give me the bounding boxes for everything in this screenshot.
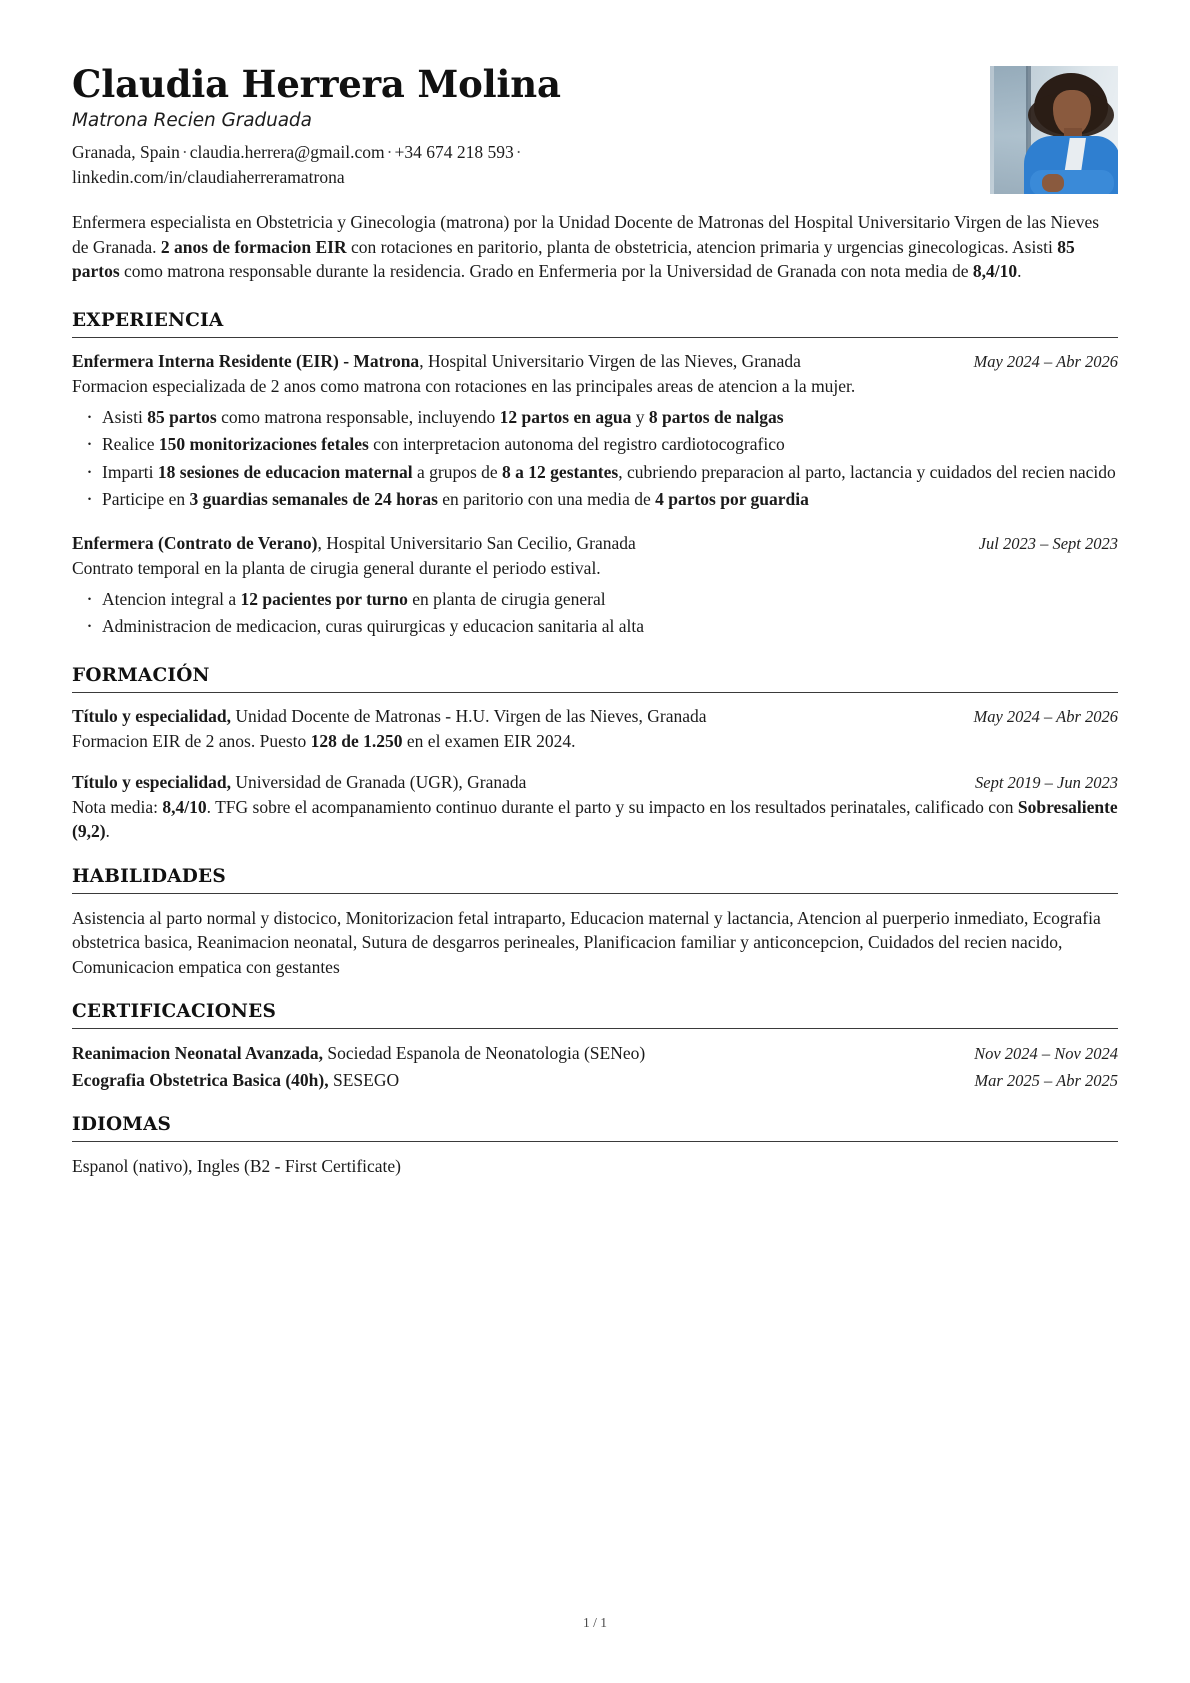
summary-highlight-3: 8,4/10 <box>972 261 1018 281</box>
section-idiomas <box>72 1114 1118 1179</box>
education-degree: Título y especialidad, <box>72 772 231 793</box>
experience-company: , Hospital Universitario San Cecilio, Granada <box>317 532 636 553</box>
education-desc-highlight: 8,4/10 <box>162 797 207 818</box>
languages-list: Espanol (nativo), Ingles (B2 - First Certificate) <box>72 1156 402 1177</box>
experience-entry <box>72 532 1118 639</box>
certification-name: Ecografia Obstetrica Basica (40h), <box>72 1070 329 1091</box>
bullet-text: Atencion integral a <box>102 588 241 609</box>
experience-entry-header <box>72 350 1118 373</box>
summary-highlight-2: 85 partos <box>72 236 1075 281</box>
resume-header <box>72 60 1118 194</box>
certification-date: Nov 2024 – Nov 2024 <box>974 1044 1118 1064</box>
bullet-highlight: 150 monitorizaciones fetales <box>158 434 369 455</box>
bullet-highlight: 12 pacientes por turno <box>240 588 408 609</box>
education-date: May 2024 – Abr 2026 <box>973 706 1118 726</box>
bullet-text: Asisti <box>102 406 148 427</box>
certification-row <box>72 1041 1118 1065</box>
education-entry-header <box>72 771 1118 794</box>
bullet-highlight: 3 guardias semanales de 24 horas <box>189 489 438 510</box>
list-item <box>102 614 1118 639</box>
professional-title: Matrona Recien Graduada <box>72 110 312 132</box>
certification-name: Reanimacion Neonatal Avanzada, <box>72 1043 323 1064</box>
education-institution: Universidad de Granada (UGR), Granada <box>230 772 527 793</box>
certification-row <box>72 1068 1118 1092</box>
bullet-highlight: 8 a 12 gestantes <box>502 461 619 482</box>
certification-issuer: SESEGO <box>328 1070 400 1091</box>
experience-entry <box>72 350 1118 512</box>
experience-role: Enfermera Interna Residente (EIR) - Matrona <box>72 350 420 371</box>
section-heading-experiencia: EXPERIENCIA <box>72 310 1118 338</box>
bullet-highlight: 85 partos <box>147 406 217 427</box>
education-entry <box>72 771 1118 843</box>
education-desc-text: Nota media: <box>72 797 163 818</box>
experience-bullet-list <box>72 587 1118 639</box>
page-footer: 1 / 1 <box>582 1615 607 1630</box>
section-habilidades <box>72 866 1118 980</box>
education-entry-header <box>72 705 1118 728</box>
education-desc-highlight: Sobresaliente (9,2) <box>72 797 1118 842</box>
experience-bullet-list <box>72 405 1118 512</box>
bullet-text: Realice <box>102 434 159 455</box>
list-item <box>102 405 1118 430</box>
experience-title-line <box>72 350 959 373</box>
education-date: Sept 2019 – Jun 2023 <box>975 773 1118 793</box>
section-formacion <box>72 665 1118 844</box>
list-item <box>102 432 1118 457</box>
certification-info <box>72 1041 960 1065</box>
bullet-text: Administracion de medicacion, curas quirurgicas y educacion sanitaria al alta <box>102 616 644 637</box>
photo-window <box>994 66 1028 194</box>
experience-date: May 2024 – Abr 2026 <box>973 351 1118 371</box>
education-desc-highlight: 128 de 1.250 <box>310 731 403 752</box>
experience-date: Jul 2023 – Sept 2023 <box>978 533 1118 553</box>
bullet-text: a grupos de <box>412 461 503 482</box>
professional-summary <box>72 210 1118 284</box>
education-desc-text: en el examen EIR 2024. <box>402 731 576 752</box>
summary-highlight-1: 2 anos de formacion EIR <box>160 236 347 257</box>
bullet-highlight: 12 partos en agua <box>499 406 632 427</box>
header-text-block <box>72 60 970 190</box>
education-description <box>72 795 1118 843</box>
list-item <box>102 587 1118 612</box>
avatar <box>990 66 1118 194</box>
list-item <box>102 460 1118 485</box>
section-heading-habilidades: HABILIDADES <box>72 866 1118 894</box>
contact-separator-1: · <box>181 141 188 162</box>
summary-text-4: . <box>1017 261 1022 281</box>
section-heading-idiomas: IDIOMAS <box>72 1114 1118 1142</box>
contact-separator-2: · <box>386 141 393 162</box>
bullet-text: Participe en <box>102 489 190 510</box>
bullet-highlight: 18 sesiones de educacion maternal <box>157 461 413 482</box>
photo-hand <box>1042 174 1064 192</box>
summary-text-3: como matrona responsable durante la residencia. Grado en Enfermeria por la Universidad de Granada con nota media de <box>119 261 973 281</box>
summary-text-1: Enfermera especialista en Obstetricia y Ginecologia (matrona) por la Unidad Docente de Matronas del Hospital Universitario Virgen de las Nieves de Granada. <box>72 212 1100 257</box>
contact-separator-3: · <box>515 141 522 162</box>
bullet-highlight: 8 partos de nalgas <box>648 406 784 427</box>
experience-role: Enfermera (Contrato de Verano) <box>72 532 318 553</box>
experience-description: Contrato temporal en la planta de cirugia general durante el periodo estival. <box>72 557 601 578</box>
education-desc-text: . <box>105 821 110 842</box>
contact-email[interactable]: claudia.herrera@gmail.com <box>189 141 385 162</box>
education-institution: Unidad Docente de Matronas - H.U. Virgen de las Nieves, Granada <box>230 705 707 726</box>
contact-linkedin[interactable]: linkedin.com/in/claudiaherreramatrona <box>72 166 345 187</box>
list-item <box>102 487 1118 512</box>
education-desc-text: Formacion EIR de 2 anos. Puesto <box>72 731 311 752</box>
certification-date: Mar 2025 – Abr 2025 <box>974 1071 1118 1091</box>
experience-title-line <box>72 532 965 555</box>
bullet-text: como matrona responsable, incluyendo <box>216 406 500 427</box>
education-degree: Título y especialidad, <box>72 705 231 726</box>
experience-description: Formacion especializada de 2 anos como matrona con rotaciones en las principales areas de atencion a la mujer. <box>72 375 856 396</box>
summary-text-2: con rotaciones en paritorio, planta de obstetricia, atencion primaria y urgencias ginecologicas. Asisti <box>346 236 1058 257</box>
education-title-line <box>72 771 961 794</box>
contact-phone[interactable]: +34 674 218 593 <box>394 141 514 162</box>
section-heading-formacion: FORMACIÓN <box>72 665 1118 693</box>
education-entry <box>72 705 1118 753</box>
experience-entry-header <box>72 532 1118 555</box>
certification-issuer: Sociedad Espanola de Neonatologia (SENeo) <box>323 1043 646 1064</box>
bullet-text: en planta de cirugia general <box>407 588 606 609</box>
page-title: Claudia Herrera Molina <box>72 62 561 106</box>
education-description <box>72 729 1118 753</box>
skills-list: Asistencia al parto normal y distocico, Monitorizacion fetal intraparto, Educacion maternal y lactancia, Atencion al puerperio inmediato, Ecografia obstetrica basica, Reanimacion neonatal, Sutura de desgarros perineales, Planificacion familiar y anticoncepcion, Cuidados del recien nacido, Comunicacion empatica con gestantes <box>72 907 1101 977</box>
experience-company: , Hospital Universitario Virgen de las Nieves, Granada <box>419 350 801 371</box>
section-heading-certificaciones: CERTIFICACIONES <box>72 1001 1118 1029</box>
section-certificaciones <box>72 1001 1118 1092</box>
section-experiencia <box>72 310 1118 639</box>
bullet-text: en paritorio con una media de <box>437 489 656 510</box>
bullet-text: con interpretacion autonoma del registro cardiotocografico <box>368 434 785 455</box>
contact-info <box>72 140 712 191</box>
contact-location: Granada, Spain <box>72 141 180 162</box>
education-title-line <box>72 705 959 728</box>
bullet-text: y <box>631 406 649 427</box>
certification-info <box>72 1068 960 1092</box>
bullet-highlight: 4 partos por guardia <box>655 489 809 510</box>
bullet-text: Imparti <box>102 461 158 482</box>
education-desc-text: . TFG sobre el acompanamiento continuo durante el parto y su impacto en los resultados perinatales, calificado con <box>206 797 1018 818</box>
bullet-text: , cubriendo preparacion al parto, lactancia y cuidados del recien nacido <box>618 461 1116 482</box>
